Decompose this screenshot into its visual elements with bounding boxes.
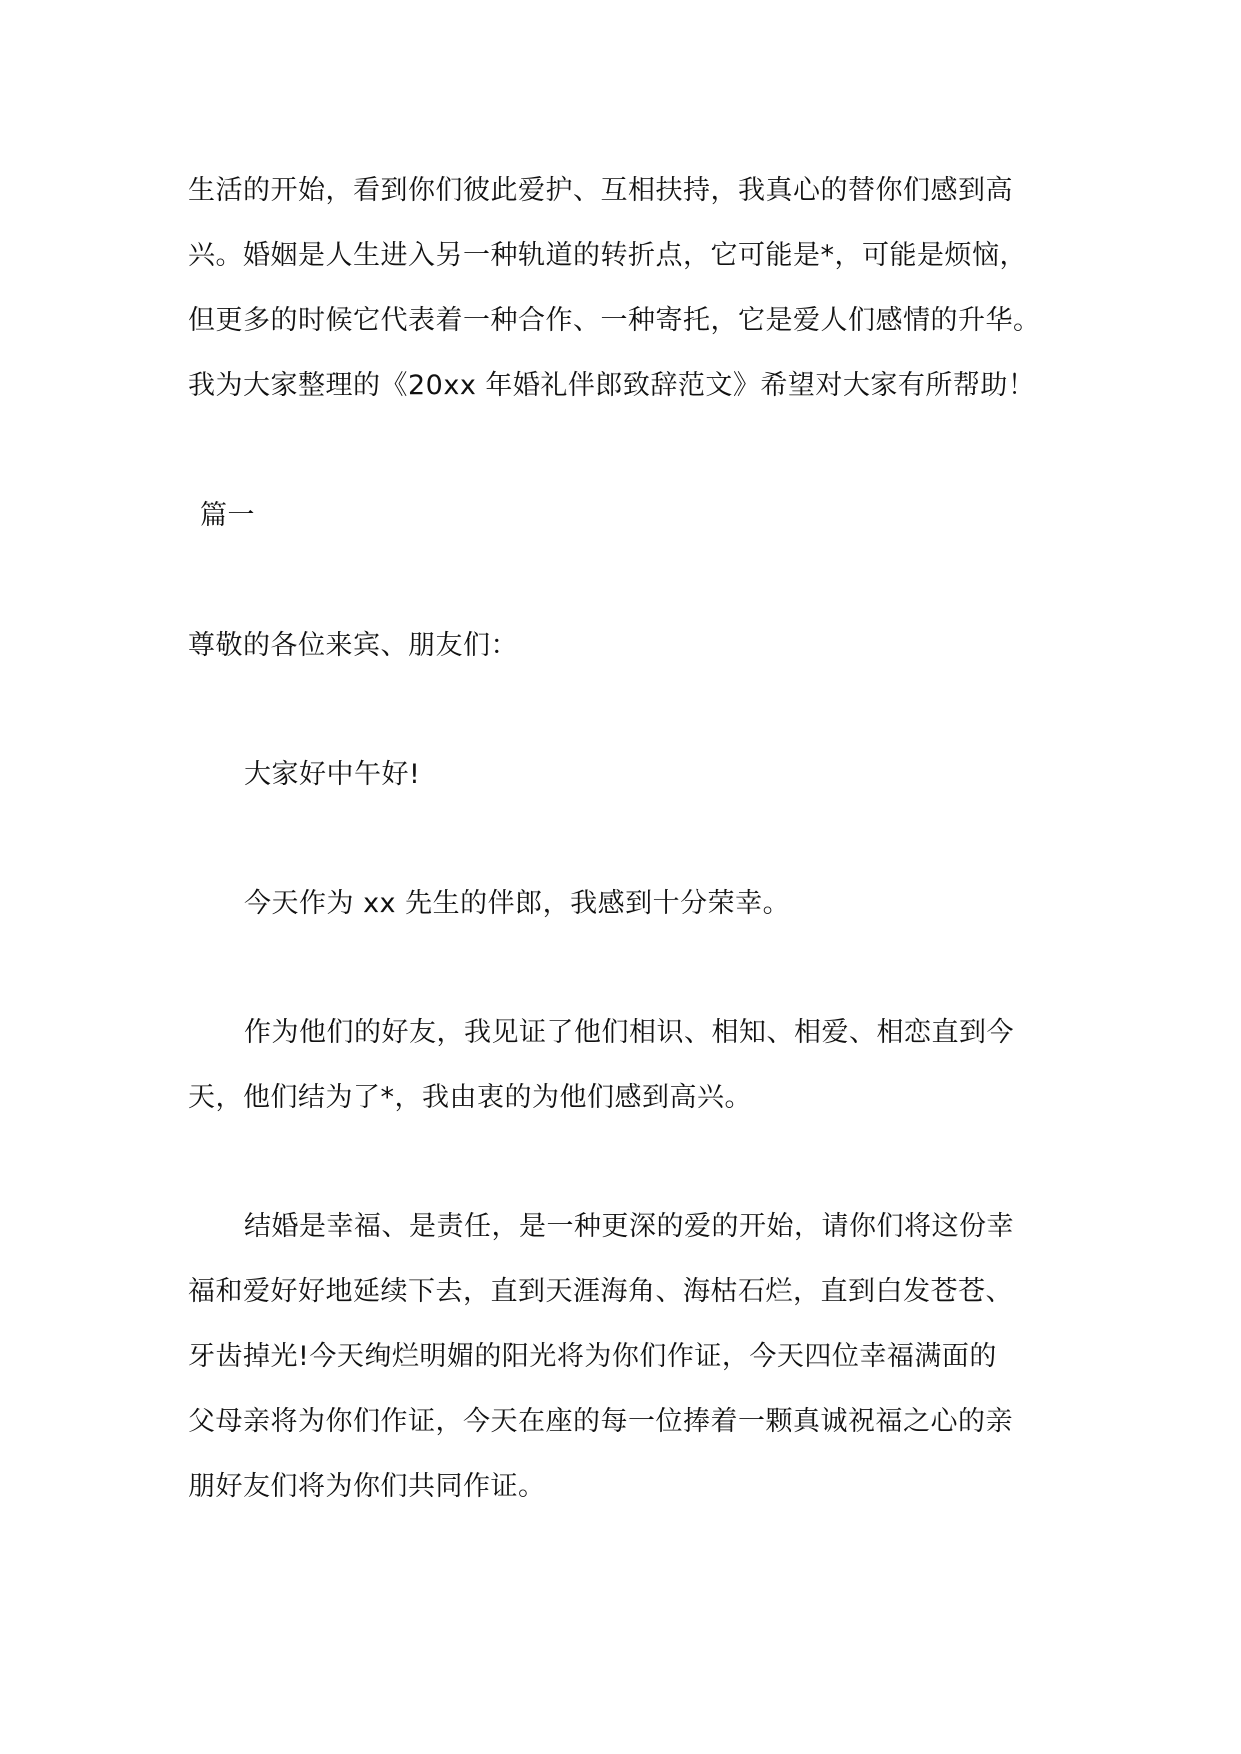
spacer bbox=[188, 936, 1068, 1000]
spacer bbox=[188, 1130, 1068, 1194]
text-line: 兴。婚姻是人生进入另一种轨道的转折点，它可能是*，可能是烦恼， bbox=[188, 240, 1027, 271]
text-line: 牙齿掉光!今天绚烂明媚的阳光将为你们作证，今天四位幸福满面的 bbox=[188, 1341, 997, 1372]
intro-paragraph bbox=[188, 158, 1068, 418]
text-line: 但更多的时候它代表着一种合作、一种寄托，它是爱人们感情的升华。 bbox=[188, 305, 1041, 336]
text-line: 我为大家整理的《20xx 年婚礼伴郎致辞范文》希望对大家有所帮助！ bbox=[188, 370, 1036, 401]
document-body bbox=[188, 158, 1068, 1519]
text-line: 福和爱好好地延续下去，直到天涯海角、海枯石烂，直到白发苍苍、 bbox=[188, 1276, 1013, 1307]
text-line: 朋好友们将为你们共同作证。 bbox=[188, 1471, 546, 1502]
text-line: 天，他们结为了*，我由衷的为他们感到高兴。 bbox=[188, 1082, 752, 1113]
marriage-paragraph bbox=[188, 1194, 1068, 1519]
spacer bbox=[188, 678, 1068, 742]
text-line: 生活的开始，看到你们彼此爱护、互相扶持，我真心的替你们感到高 bbox=[188, 175, 1013, 206]
text-line: 作为他们的好友，我见证了他们相识、相知、相爱、相恋直到今 bbox=[244, 1017, 1014, 1048]
spacer bbox=[188, 548, 1068, 613]
salutation: 尊敬的各位来宾、朋友们： bbox=[188, 630, 518, 661]
honor-paragraph: 今天作为 xx 先生的伴郎，我感到十分荣幸。 bbox=[244, 888, 791, 919]
spacer bbox=[188, 418, 1068, 483]
text-line: 结婚是幸福、是责任，是一种更深的爱的开始，请你们将这份幸 bbox=[244, 1211, 1014, 1242]
spacer bbox=[188, 807, 1068, 871]
greeting-paragraph: 大家好中午好! bbox=[244, 759, 421, 790]
section-heading: 篇一 bbox=[200, 500, 255, 531]
text-line: 父母亲将为你们作证，今天在座的每一位捧着一颗真诚祝福之心的亲 bbox=[188, 1406, 1013, 1437]
friend-paragraph bbox=[188, 1000, 1068, 1130]
